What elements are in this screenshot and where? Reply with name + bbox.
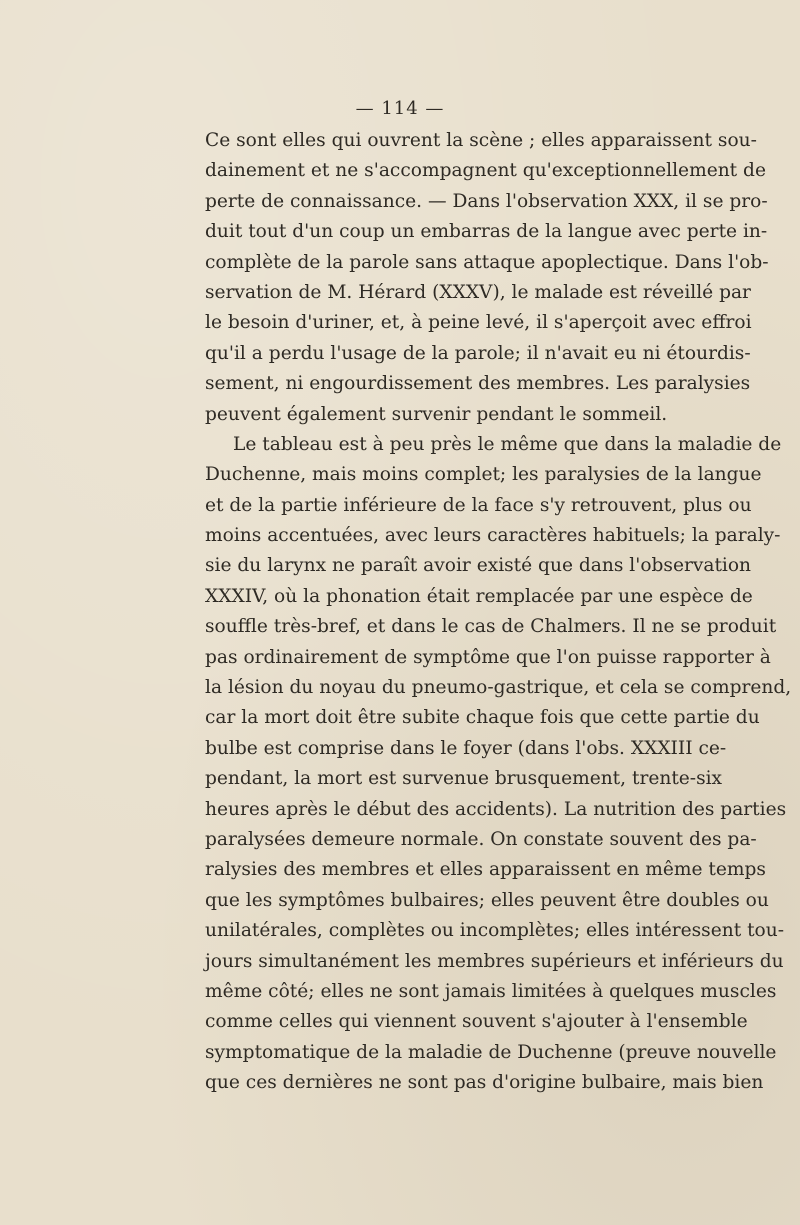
text-line: pendant, la mort est survenue brusquement, trente-six [205,768,723,790]
text-line: la lésion du noyau du pneumo-gastrique, et cela se comprend, [205,677,792,699]
text-line: sie du larynx ne paraît avoir existé que dans l'observation [205,555,752,577]
body-text [205,126,792,1099]
text-line: le besoin d'uriner, et, à peine levé, il s'aperçoit avec effroi [205,312,752,334]
text-line: unilatérales, complètes ou incomplètes; elles intéressent tou- [205,920,785,942]
text-line: bulbe est comprise dans le foyer (dans l'obs. XXXIII ce- [205,737,727,759]
text-line: que les symptômes bulbaires; elles peuvent être doubles ou [205,889,769,911]
text-line: Duchenne, mais moins complet; les paralysies de la langue [205,464,762,486]
text-line: perte de connaissance. — Dans l'observation XXX, il se pro- [205,190,768,212]
text-line: jours simultanément les membres supérieurs et inférieurs du [205,950,784,972]
text-line: XXXIV, où la phonation était remplacée par une espèce de [205,585,753,607]
text-line: moins accentuées, avec leurs caractères habituels; la paraly- [205,525,781,547]
text-line: Ce sont elles qui ouvrent la scène ; elles apparaissent sou- [205,130,757,151]
text-line: symptomatique de la maladie de Duchenne (preuve nouvelle [205,1041,777,1063]
text-line: souffle très-bref, et dans le cas de Chalmers. Il ne se produit [205,616,777,638]
text-line: qu'il a perdu l'usage de la parole; il n'avait eu ni étourdis- [205,342,751,364]
page-number: — 114 — [355,98,445,119]
text-line: même côté; elles ne sont jamais limitées à quelques muscles [205,980,777,1002]
text-line: duit tout d'un coup un embarras de la langue avec perte in- [205,221,768,243]
text-line: Le tableau est à peu près le même que dans la maladie de [233,433,782,455]
text-line: que ces dernières ne sont pas d'origine bulbaire, mais bien [205,1072,764,1094]
text-line: car la mort doit être subite chaque fois que cette partie du [205,707,760,729]
text-line: pas ordinairement de symptôme que l'on puisse rapporter à [205,646,771,668]
text-line: servation de M. Hérard (XXXV), le malade est réveillé par [205,281,751,303]
text-line: complète de la parole sans attaque apoplectique. Dans l'ob- [205,251,769,273]
text-line: ralysies des membres et elles apparaissent en même temps [205,859,766,881]
text-line: heures après le début des accidents). La nutrition des parties [205,798,787,820]
text-line: sement, ni engourdissement des membres. Les paralysies [205,373,751,395]
text-line: et de la partie inférieure de la face s'y retrouvent, plus ou [205,494,752,516]
text-line: dainement et ne s'accompagnent qu'exceptionnellement de [205,160,766,182]
text-line: paralysées demeure normale. On constate souvent des pa- [205,828,757,850]
text-line: comme celles qui viennent souvent s'ajouter à l'ensemble [205,1011,748,1033]
text-line: peuvent également survenir pendant le sommeil. [205,403,668,425]
